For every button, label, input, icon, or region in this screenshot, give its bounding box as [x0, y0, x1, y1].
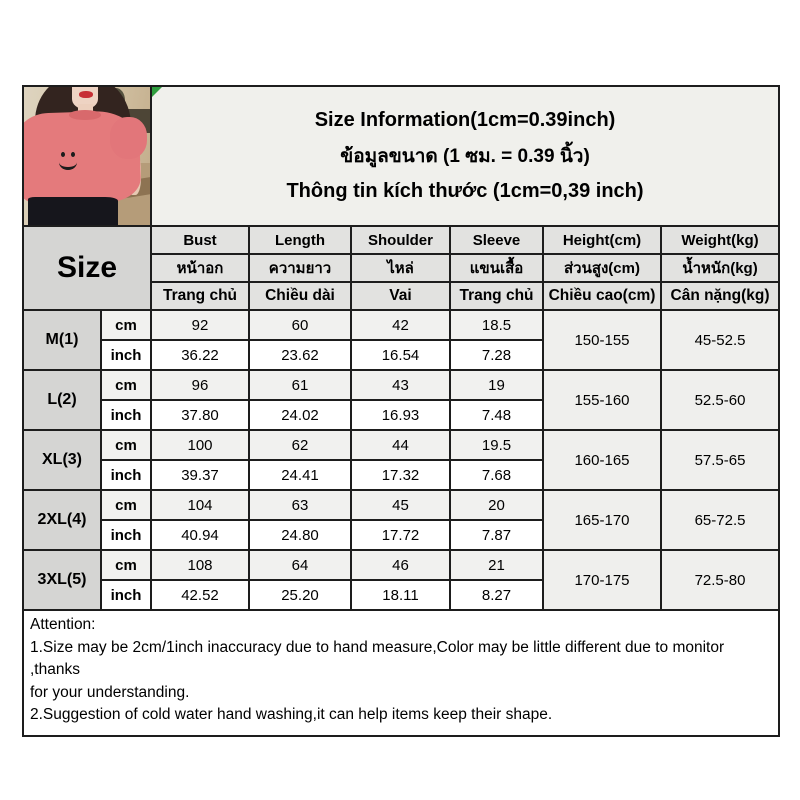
col-header-shoulder-vi: Vai — [351, 282, 450, 310]
weight-range-value: 65-72.5 — [661, 490, 779, 550]
col-header-sleeve-vi: Trang chủ — [450, 282, 543, 310]
model-lips — [79, 91, 93, 98]
sleeve-cm-value: 21 — [450, 550, 543, 580]
title-english: Size Information(1cm=0.39inch) — [314, 109, 616, 131]
sleeve-cm-value: 18.5 — [450, 310, 543, 340]
sleeve-inch-value: 8.27 — [450, 580, 543, 610]
sleeve-inch-value: 7.68 — [450, 460, 543, 490]
col-header-length-th: ความยาว — [249, 254, 351, 282]
col-header-length: Length — [249, 226, 351, 254]
model-photo — [24, 87, 150, 225]
unit-inch-label: inch — [101, 580, 151, 610]
col-header-height-th: ส่วนสูง(cm) — [543, 254, 661, 282]
sleeve-cm-value: 20 — [450, 490, 543, 520]
col-header-height: Height(cm) — [543, 226, 661, 254]
shoulder-cm-value: 46 — [351, 550, 450, 580]
col-header-shoulder: Shoulder — [351, 226, 450, 254]
col-header-weight: Weight(kg) — [661, 226, 779, 254]
col-header-sleeve: Sleeve — [450, 226, 543, 254]
unit-inch-label: inch — [101, 460, 151, 490]
smiley-mouth-icon — [59, 155, 77, 170]
length-inch-value: 23.62 — [249, 340, 351, 370]
sleeve-cm-value: 19.5 — [450, 430, 543, 460]
length-cm-value: 63 — [249, 490, 351, 520]
unit-cm-label: cm — [101, 370, 151, 400]
bust-inch-value: 36.22 — [151, 340, 249, 370]
bust-cm-value: 100 — [151, 430, 249, 460]
title-cell — [151, 86, 779, 226]
unit-cm-label: cm — [101, 310, 151, 340]
unit-cm-label: cm — [101, 550, 151, 580]
shoulder-inch-value: 16.93 — [351, 400, 450, 430]
size-column-header: Size — [23, 226, 151, 310]
height-range-value: 150-155 — [543, 310, 661, 370]
col-header-shoulder-th: ไหล่ — [351, 254, 450, 282]
length-inch-value: 24.41 — [249, 460, 351, 490]
title-thai: ข้อมูลขนาด (1 ซม. = 0.39 นิ้ว) — [340, 146, 590, 167]
shoulder-inch-value: 16.54 — [351, 340, 450, 370]
sleeve-cm-value: 19 — [450, 370, 543, 400]
attention-line-3: 2.Suggestion of cold water hand washing,it can help items keep their shape. — [30, 706, 553, 723]
unit-inch-label: inch — [101, 400, 151, 430]
col-header-height-vi: Chiều cao(cm) — [543, 282, 661, 310]
size-row-label-m: M(1) — [23, 310, 101, 370]
bust-inch-value: 39.37 — [151, 460, 249, 490]
bust-cm-value: 96 — [151, 370, 249, 400]
unit-cm-label: cm — [101, 430, 151, 460]
shoulder-cm-value: 43 — [351, 370, 450, 400]
shoulder-inch-value: 18.11 — [351, 580, 450, 610]
height-range-value: 170-175 — [543, 550, 661, 610]
length-inch-value: 24.02 — [249, 400, 351, 430]
sleeve-inch-value: 7.28 — [450, 340, 543, 370]
model-pants — [28, 197, 119, 225]
sleeve-inch-value: 7.48 — [450, 400, 543, 430]
attention-line-2: for your understanding. — [30, 683, 190, 701]
size-row-label-3xl: 3XL(5) — [23, 550, 101, 610]
height-range-value: 165-170 — [543, 490, 661, 550]
height-range-value: 160-165 — [543, 430, 661, 490]
col-header-bust-th: หน้าอก — [151, 254, 249, 282]
col-header-length-vi: Chiều dài — [249, 282, 351, 310]
bust-cm-value: 108 — [151, 550, 249, 580]
length-cm-value: 60 — [249, 310, 351, 340]
attention-heading: Attention: — [30, 616, 96, 633]
weight-range-value: 45-52.5 — [661, 310, 779, 370]
shoulder-cm-value: 45 — [351, 490, 450, 520]
unit-inch-label: inch — [101, 340, 151, 370]
weight-range-value: 72.5-80 — [661, 550, 779, 610]
col-header-bust: Bust — [151, 226, 249, 254]
shoulder-cm-value: 44 — [351, 430, 450, 460]
col-header-weight-vi: Cân nặng(kg) — [661, 282, 779, 310]
size-row-label-l: L(2) — [23, 370, 101, 430]
length-inch-value: 24.80 — [249, 520, 351, 550]
weight-range-value: 52.5-60 — [661, 370, 779, 430]
bust-inch-value: 37.80 — [151, 400, 249, 430]
product-photo — [23, 86, 151, 226]
col-header-weight-th: น้ำหนัก(kg) — [661, 254, 779, 282]
col-header-bust-vi: Trang chủ — [151, 282, 249, 310]
title-block — [152, 109, 778, 203]
sleeve-inch-value: 7.87 — [450, 520, 543, 550]
length-cm-value: 64 — [249, 550, 351, 580]
size-row-label-2xl: 2XL(4) — [23, 490, 101, 550]
title-vietnamese: Thông tin kích thước (1cm=0,39 inch) — [286, 180, 644, 202]
shoulder-cm-value: 42 — [351, 310, 450, 340]
bust-cm-value: 104 — [151, 490, 249, 520]
size-row-label-xl: XL(3) — [23, 430, 101, 490]
green-triangle-marker-icon — [152, 87, 162, 97]
attention-line-1: 1.Size may be 2cm/1inch inaccuracy due to hand measure,Color may be little different due to monitor ,thanks — [30, 638, 725, 678]
bust-cm-value: 92 — [151, 310, 249, 340]
col-header-sleeve-th: แขนเสื้อ — [450, 254, 543, 282]
size-table — [22, 85, 780, 737]
length-cm-value: 61 — [249, 370, 351, 400]
size-chart-sheet — [22, 85, 778, 737]
unit-cm-label: cm — [101, 490, 151, 520]
height-range-value: 155-160 — [543, 370, 661, 430]
unit-inch-label: inch — [101, 520, 151, 550]
bust-inch-value: 42.52 — [151, 580, 249, 610]
attention-note — [23, 610, 779, 736]
tshirt-sleeve — [110, 117, 148, 158]
weight-range-value: 57.5-65 — [661, 430, 779, 490]
length-cm-value: 62 — [249, 430, 351, 460]
tshirt-collar — [69, 110, 101, 120]
bust-inch-value: 40.94 — [151, 520, 249, 550]
length-inch-value: 25.20 — [249, 580, 351, 610]
shoulder-inch-value: 17.32 — [351, 460, 450, 490]
shoulder-inch-value: 17.72 — [351, 520, 450, 550]
